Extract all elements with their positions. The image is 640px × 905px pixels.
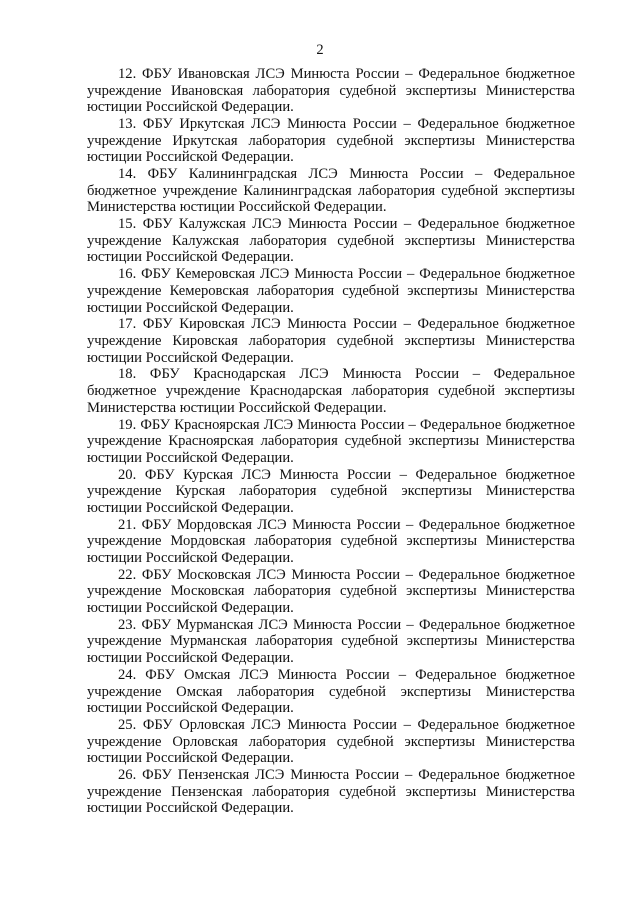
- text-line: учреждение Красноярская лаборатория судебной экспертизы Министерства: [87, 433, 575, 450]
- text-line: учреждение Калужская лаборатория судебной экспертизы Министерства: [87, 232, 575, 249]
- text-line: учреждение Омская лаборатория судебной экспертизы Министерства: [87, 683, 575, 700]
- text-line: 21. ФБУ Мордовская ЛСЭ Минюста России – Федеральное бюджетное: [118, 516, 575, 533]
- text-line: учреждение Орловская лаборатория судебной экспертизы Министерства: [87, 733, 575, 750]
- text-line: 17. ФБУ Кировская ЛСЭ Минюста России – Федеральное бюджетное: [118, 316, 575, 333]
- text-line: 15. ФБУ Калужская ЛСЭ Минюста России – Федеральное бюджетное: [118, 216, 575, 233]
- text-line: юстиции Российской Федерации.: [87, 549, 294, 566]
- list-item: [87, 767, 575, 817]
- text-line: юстиции Российской Федерации.: [87, 650, 294, 667]
- text-line: 19. ФБУ Красноярская ЛСЭ Минюста России – Федеральное бюджетное: [118, 416, 575, 433]
- list-item: [87, 316, 575, 366]
- text-line: Министерства юстиции Российской Федерации.: [87, 199, 387, 216]
- document-body: [87, 66, 575, 817]
- list-item: [87, 567, 575, 617]
- text-line: Министерства юстиции Российской Федерации.: [87, 399, 387, 416]
- text-line: юстиции Российской Федерации.: [87, 599, 294, 616]
- text-line: 23. ФБУ Мурманская ЛСЭ Минюста России – Федеральное бюджетное: [118, 616, 575, 633]
- text-line: 13. ФБУ Иркутская ЛСЭ Минюста России – Федеральное бюджетное: [118, 116, 575, 133]
- text-line: учреждение Курская лаборатория судебной экспертизы Министерства: [87, 483, 575, 500]
- list-item: [87, 517, 575, 567]
- list-item: [87, 467, 575, 517]
- list-item: [87, 717, 575, 767]
- text-line: учреждение Кемеровская лаборатория судебной экспертизы Министерства: [87, 282, 575, 299]
- text-line: юстиции Российской Федерации.: [87, 299, 294, 316]
- text-line: учреждение Пензенская лаборатория судебной экспертизы Министерства: [87, 783, 575, 800]
- text-line: учреждение Московская лаборатория судебной экспертизы Министерства: [87, 583, 575, 600]
- text-line: 26. ФБУ Пензенская ЛСЭ Минюста России – Федеральное бюджетное: [118, 767, 575, 784]
- text-line: юстиции Российской Федерации.: [87, 800, 294, 817]
- list-item: [87, 417, 575, 467]
- list-item: [87, 66, 575, 116]
- list-item: [87, 116, 575, 166]
- text-line: 12. ФБУ Ивановская ЛСЭ Минюста России – Федеральное бюджетное: [118, 66, 575, 82]
- text-line: 16. ФБУ Кемеровская ЛСЭ Минюста России – Федеральное бюджетное: [118, 266, 575, 283]
- list-item: [87, 617, 575, 667]
- text-line: 20. ФБУ Курская ЛСЭ Минюста России – Федеральное бюджетное: [118, 466, 575, 483]
- text-line: юстиции Российской Федерации.: [87, 349, 294, 366]
- list-item: [87, 667, 575, 717]
- text-line: 14. ФБУ Калининградская ЛСЭ Минюста России – Федеральное: [118, 166, 575, 183]
- text-line: учреждение Мордовская лаборатория судебной экспертизы Министерства: [87, 533, 575, 550]
- text-line: 22. ФБУ Московская ЛСЭ Минюста России – Федеральное бюджетное: [118, 566, 575, 583]
- text-line: юстиции Российской Федерации.: [87, 99, 294, 116]
- text-line: учреждение Ивановская лаборатория судебной экспертизы Министерства: [87, 82, 575, 99]
- text-line: учреждение Мурманская лаборатория судебной экспертизы Министерства: [87, 633, 575, 650]
- list-item: [87, 166, 575, 216]
- text-line: 18. ФБУ Краснодарская ЛСЭ Минюста России – Федеральное: [118, 366, 575, 383]
- list-item: [87, 366, 575, 416]
- text-line: 24. ФБУ Омская ЛСЭ Минюста России – Федеральное бюджетное: [118, 666, 575, 683]
- page-number: 2: [316, 42, 324, 58]
- text-line: юстиции Российской Федерации.: [87, 249, 294, 266]
- text-line: юстиции Российской Федерации.: [87, 499, 294, 516]
- text-line: юстиции Российской Федерации.: [87, 700, 294, 717]
- text-line: бюджетное учреждение Калининградская лаборатория судебной экспертизы: [87, 182, 575, 199]
- list-item: [87, 216, 575, 266]
- text-line: бюджетное учреждение Краснодарская лаборатория судебной экспертизы: [87, 383, 575, 400]
- text-line: 25. ФБУ Орловская ЛСЭ Минюста России – Федеральное бюджетное: [118, 717, 575, 734]
- text-line: учреждение Кировская лаборатория судебной экспертизы Министерства: [87, 332, 575, 349]
- text-line: учреждение Иркутская лаборатория судебной экспертизы Министерства: [87, 132, 575, 149]
- list-item: [87, 266, 575, 316]
- text-line: юстиции Российской Федерации.: [87, 449, 294, 466]
- text-line: юстиции Российской Федерации.: [87, 149, 294, 166]
- text-line: юстиции Российской Федерации.: [87, 750, 294, 767]
